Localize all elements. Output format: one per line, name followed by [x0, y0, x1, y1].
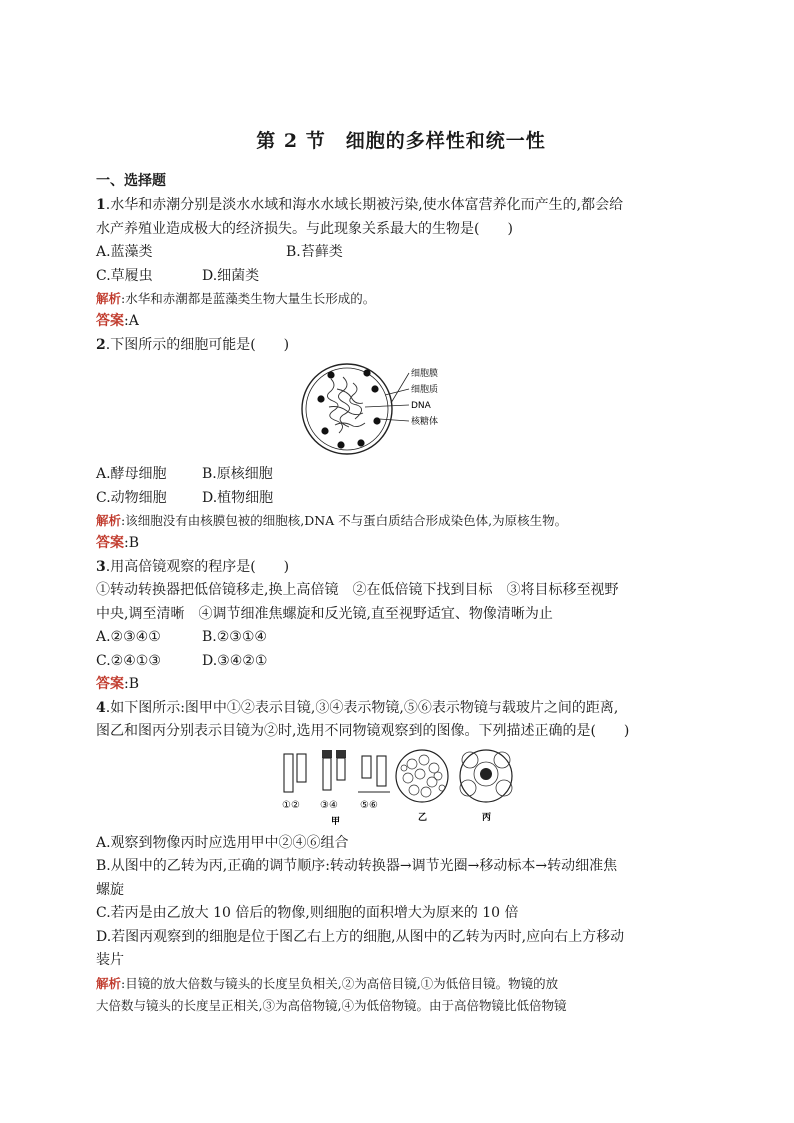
label-bing: 丙 [482, 812, 492, 823]
label-distance: ⑤⑥ [360, 799, 378, 811]
cell-membrane-outer [302, 364, 392, 454]
objective-4 [337, 758, 345, 780]
option-b: B.②③①④ [202, 629, 267, 645]
label-objective: ③④ [320, 799, 338, 811]
option-d-cont: 装片 [96, 952, 124, 968]
objective-6 [377, 756, 386, 786]
answer-label: 答案 [96, 313, 124, 329]
jiexi-text-cont: 大倍数与镜头的长度呈正相关,③为高倍物镜,④为低倍物镜。由于高倍物镜比低倍物镜 [96, 997, 567, 1013]
option-c: C.若丙是由乙放大 10 倍后的物像,则细胞的面积增大为原来的 10 倍 [96, 905, 519, 921]
question-number: 2 [96, 336, 106, 353]
ribosome-dot [363, 369, 370, 376]
option-d: D.若图丙观察到的细胞是位于图乙右上方的细胞,从图中的乙转为丙时,应向右上方移动 [96, 928, 625, 945]
option-d: D.③④②① [202, 652, 268, 669]
question-4 [96, 697, 706, 1017]
label-ribosome: 核糖体 [411, 417, 439, 427]
view-bing-nucleus [480, 768, 492, 780]
eyepiece-1 [284, 754, 293, 792]
option-c: C.②④①③ [96, 652, 161, 669]
label-jia: 甲 [331, 816, 341, 827]
ribosome-dot [337, 441, 344, 448]
question-stem: .水华和赤潮分别是淡水水域和海水水域长期被污染,使水体富营养化而产生的,都会给 [105, 197, 624, 213]
question-3 [96, 556, 706, 697]
answer-label: 答案 [96, 535, 124, 551]
question-stem: .如下图所示:图甲中①②表示目镜,③④表示物镜,⑤⑥表示物镜与载玻片之间的距离, [105, 699, 619, 716]
option-b: B.苔藓类 [286, 244, 343, 260]
jiexi-label: 解析 [96, 291, 122, 306]
eyepiece-2 [297, 754, 306, 782]
prokaryote-figure [96, 359, 706, 459]
question-2 [96, 334, 706, 556]
option-a: A.蓝藻类 [96, 244, 153, 260]
option-c: C.动物细胞 [96, 489, 167, 506]
question-1 [96, 194, 706, 334]
label-membrane: 细胞膜 [411, 369, 439, 379]
option-d: D.植物细胞 [202, 489, 274, 506]
steps-line-2: 中央,调至清晰 ④调节细准焦螺旋和反光镜,直至视野适宜、物像清晰为止 [96, 605, 553, 622]
jiexi-text: :该细胞没有由核膜包被的细胞核,DNA 不与蛋白质结合形成染色体,为原核生物。 [121, 513, 568, 528]
option-d: D.细菌类 [202, 267, 260, 284]
jiexi-text: :水华和赤潮都是蓝藻类生物大量生长形成的。 [121, 291, 376, 306]
objective-cap-3 [322, 750, 332, 758]
label-eyepiece: ①② [282, 799, 300, 811]
microscope-figure [96, 746, 706, 828]
section-heading: 一、选择题 [96, 173, 166, 189]
cell-diagram [301, 359, 501, 459]
option-a: A.酵母细胞 [96, 466, 167, 482]
steps-line-1: ①转动转换器把低倍镜移走,换上高倍镜 ②在低倍镜下找到目标 ③将目标移至视野 [96, 582, 619, 598]
option-b: B.原核细胞 [202, 466, 273, 482]
ribosome-dot [317, 395, 324, 402]
question-number: 1 [96, 197, 106, 213]
objective-3 [323, 758, 331, 790]
option-a: A.②③④① [96, 629, 161, 645]
option-b: B.从图中的乙转为丙,正确的调节顺序:转动转换器→调节光圈→移动标本→转动细准焦 [96, 858, 618, 874]
question-stem: .用高倍镜观察的程序是( ) [105, 558, 290, 575]
ribosome-dot [357, 439, 364, 446]
answer-text: :B [124, 676, 140, 692]
objective-cap-4 [336, 750, 346, 758]
option-b-cont: 螺旋 [96, 881, 124, 898]
question-number: 3 [96, 558, 106, 575]
question-stem-cont: 水产养殖业造成极大的经济损失。与此现象关系最大的生物是( ) [96, 220, 513, 237]
jiexi-text: :目镜的放大倍数与镜头的长度呈负相关,②为高倍目镜,①为低倍目镜。物镜的放 [121, 975, 559, 991]
jiexi-label: 解析 [96, 513, 122, 528]
ribosome-dot [327, 371, 334, 378]
leader-line [391, 373, 409, 403]
ribosome-dot [373, 417, 380, 424]
answer-text: :A [124, 313, 139, 329]
label-cytoplasm: 细胞质 [411, 385, 439, 395]
option-a: A.观察到物像丙时应选用甲中②④⑥组合 [96, 834, 349, 851]
objective-5 [362, 756, 371, 778]
answer-label: 答案 [96, 676, 124, 692]
label-yi: 乙 [418, 812, 428, 823]
lens-diagram [276, 746, 526, 828]
document-page [96, 118, 706, 1017]
jiexi-label: 解析 [96, 975, 122, 991]
label-dna: DNA [411, 401, 431, 411]
page-title: 第 2 节 细胞的多样性和统一性 [256, 130, 546, 152]
question-stem-cont: 图乙和图丙分别表示目镜为②时,选用不同物镜观察到的图像。下列描述正确的是( ) [96, 723, 630, 739]
option-c: C.草履虫 [96, 267, 153, 284]
ribosome-dot [321, 427, 328, 434]
question-number: 4 [96, 699, 106, 716]
question-stem: .下图所示的细胞可能是( ) [105, 336, 290, 353]
answer-text: :B [124, 535, 140, 551]
ribosome-dot [371, 385, 378, 392]
